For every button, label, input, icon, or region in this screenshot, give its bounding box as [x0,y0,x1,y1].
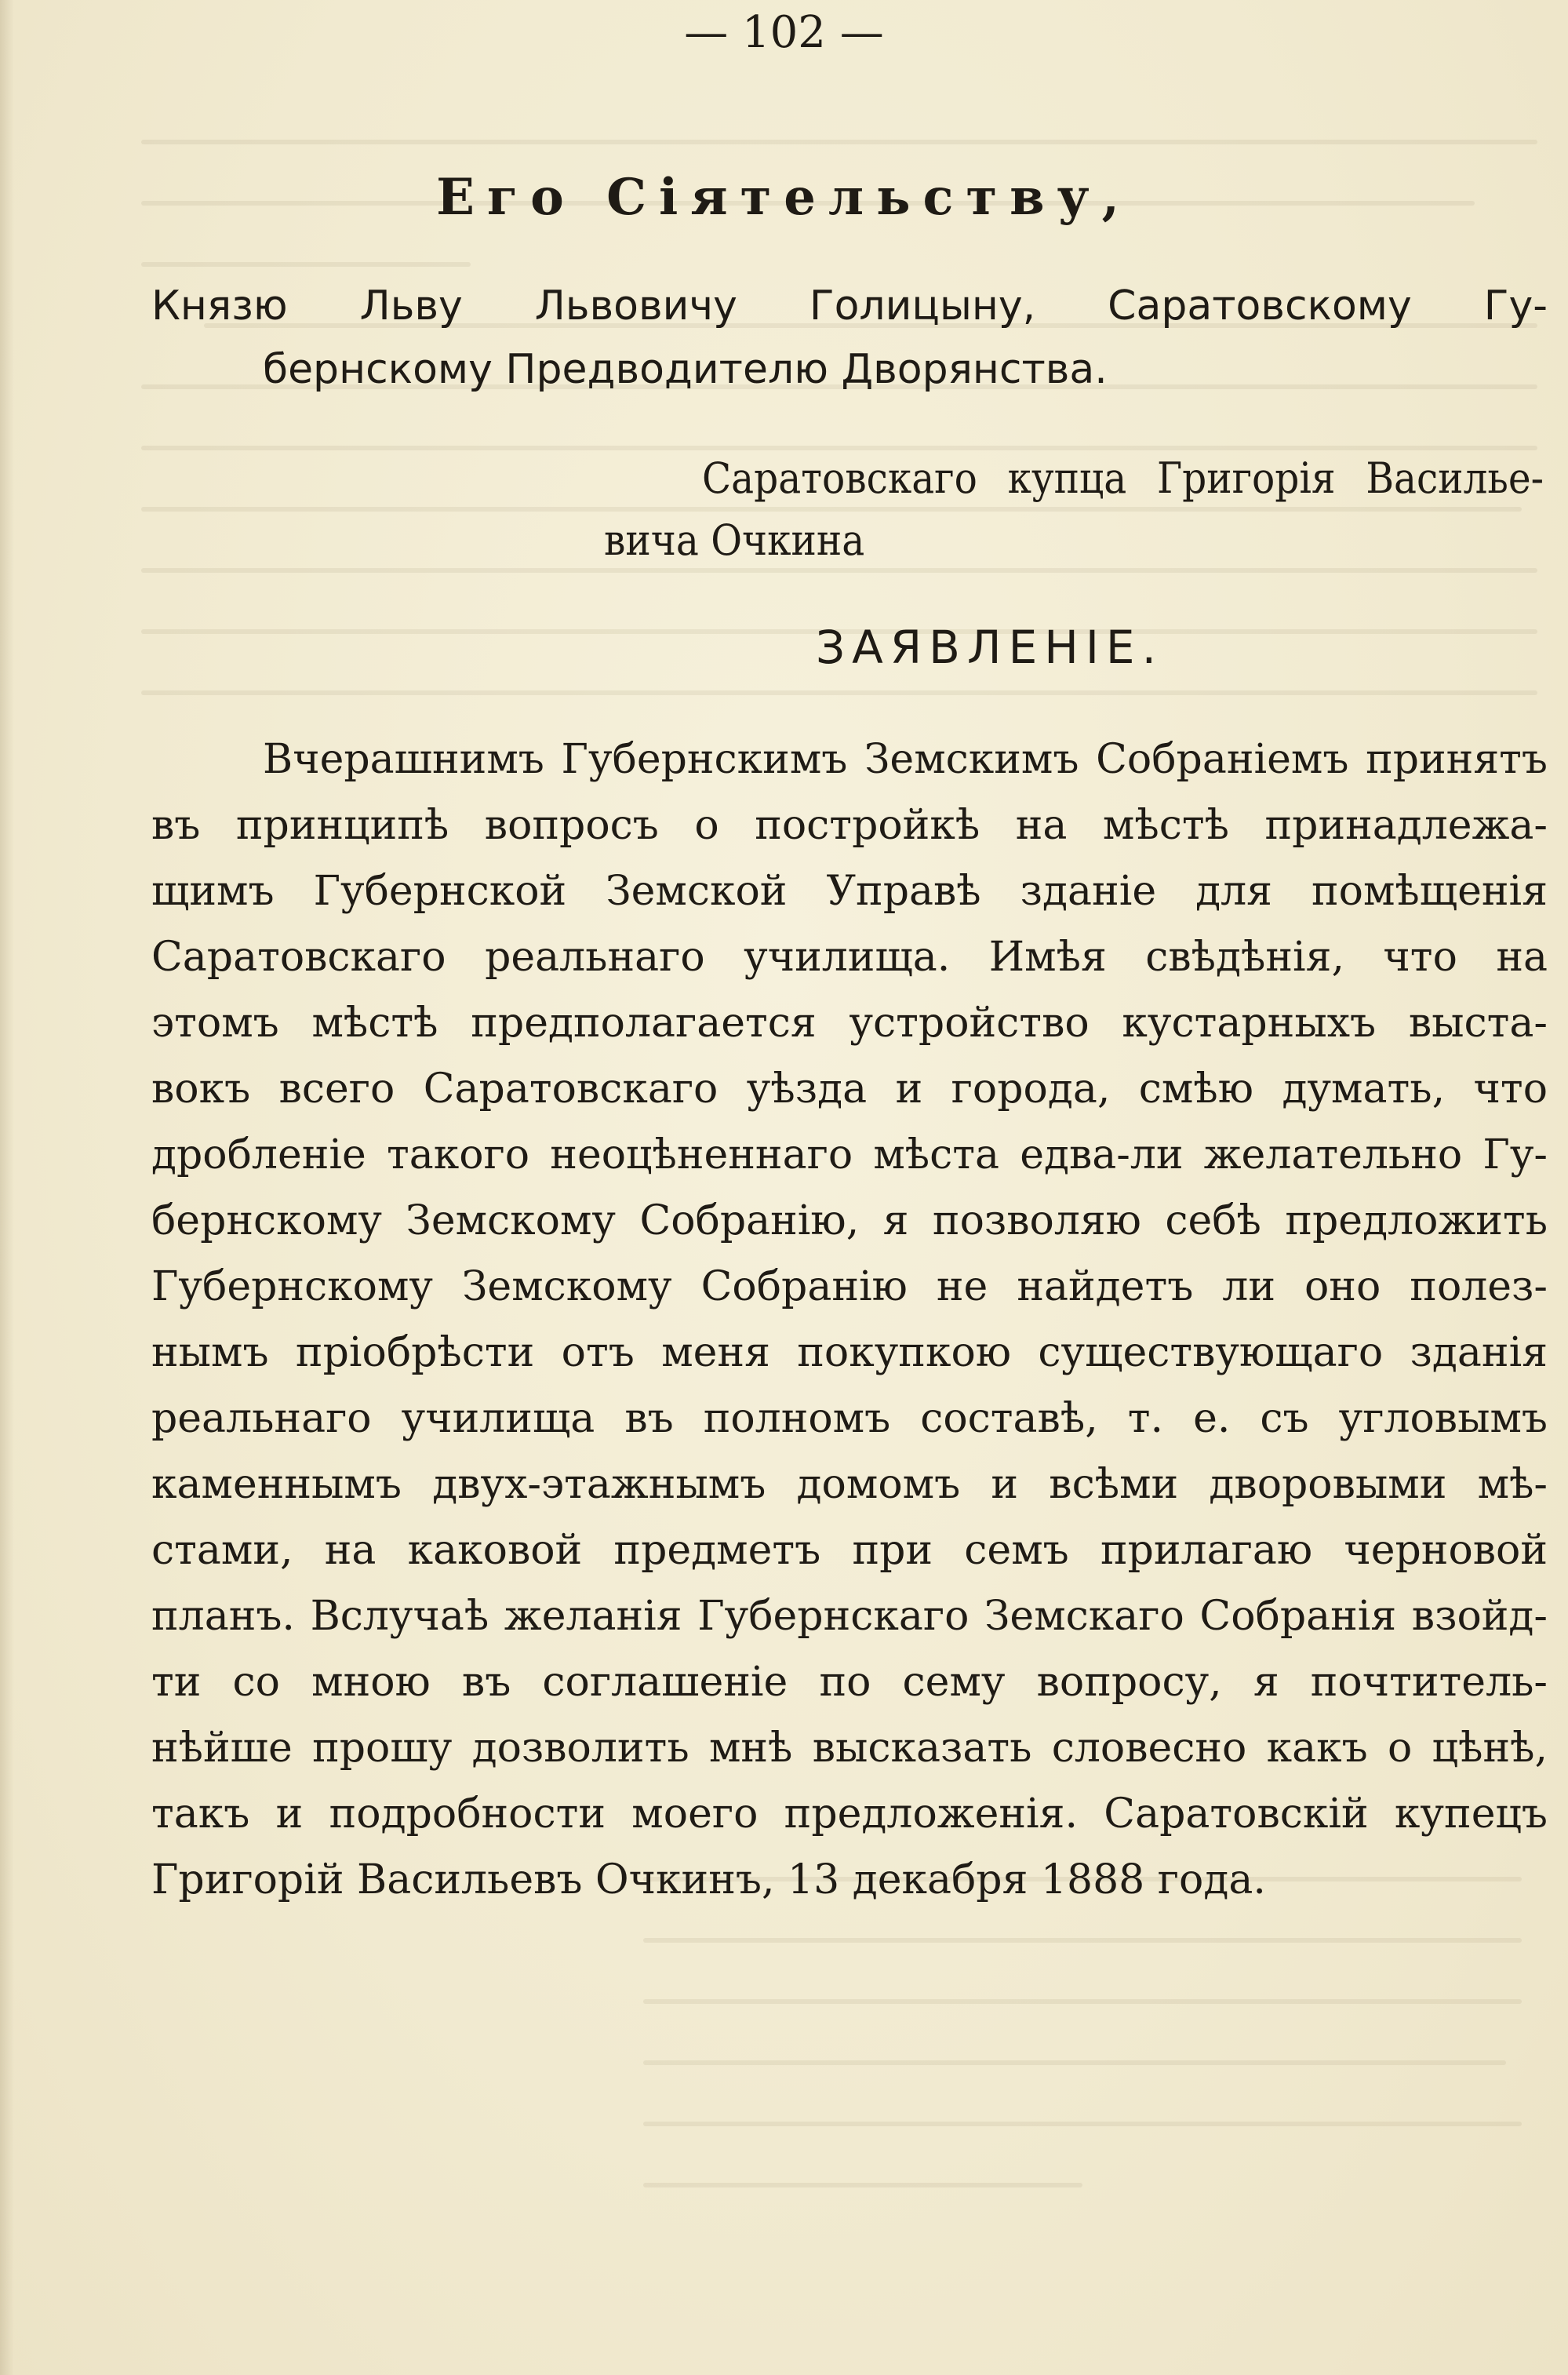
body-line: реальнаго училища въ полномъ составѣ, т. е. съ угловымъ [151,1395,1548,1442]
body-line: бернскому Земскому Собранію, я позволяю себѣ предложить [151,1197,1548,1244]
body-line: Губернскому Земскому Собранію не найдетъ ли оно полез- [151,1263,1548,1310]
body-line: планъ. Вслучаѣ желанія Губернскаго Земскаго Собранія взойд- [151,1593,1548,1640]
body-line: каменнымъ двух-этажнымъ домомъ и всѣми дворовыми мѣ- [151,1461,1548,1508]
body-line: нѣйше прошу дозволить мнѣ высказать словесно какъ о цѣнѣ, [151,1725,1548,1772]
body-line: стами, на каковой предметъ при семъ прилагаю черновой [151,1527,1548,1574]
body-line: дробленіе такого неоцѣненнаго мѣста едва-ли желательно Гу- [151,1131,1548,1178]
body-line: нымъ пріобрѣсти отъ меня покупкою существующаго зданія [151,1329,1548,1376]
body-line: щимъ Губернской Земской Управѣ зданіе для помѣщенія [151,868,1548,915]
recipient-line: Князю Льву Львовичу Голицыну, Саратовскому Гу- [151,282,1548,330]
body-line: въ принципѣ вопросъ о постройкѣ на мѣстѣ принадлежа- [151,802,1548,849]
body-line: этомъ мѣстѣ предполагается устройство кустарныхъ выста- [151,1000,1548,1047]
recipient-line: бернскому Предводителю Дворянства. [263,346,1108,393]
body-line: Григорій Васильевъ Очкинъ, 13 декабря 1888 года. [151,1856,1266,1903]
page-edge-shadow [0,0,14,2375]
statement-heading: ЗАЯВЛЕНІЕ. [816,621,1164,674]
body-line: такъ и подробности моего предложенія. Саратовскій купецъ [151,1790,1548,1838]
sender-line: вича Очкина [604,515,865,565]
body-line: Саратовскаго реальнаго училища. Имѣя свѣдѣнія, что на [151,934,1548,981]
page-number: — 102 — [684,7,884,58]
address-title: Его Сіятельству, [436,168,1132,227]
body-line: Вчерашнимъ Губернскимъ Земскимъ Собраніемъ принятъ [263,736,1548,783]
body-line: вокъ всего Саратовскаго уѣзда и города, смѣю думать, что [151,1065,1548,1113]
body-line: ти со мною въ соглашеніе по сему вопросу, я почтитель- [151,1659,1548,1706]
sender-line: Саратовскаго купца Григорія Василье- [702,454,1544,503]
